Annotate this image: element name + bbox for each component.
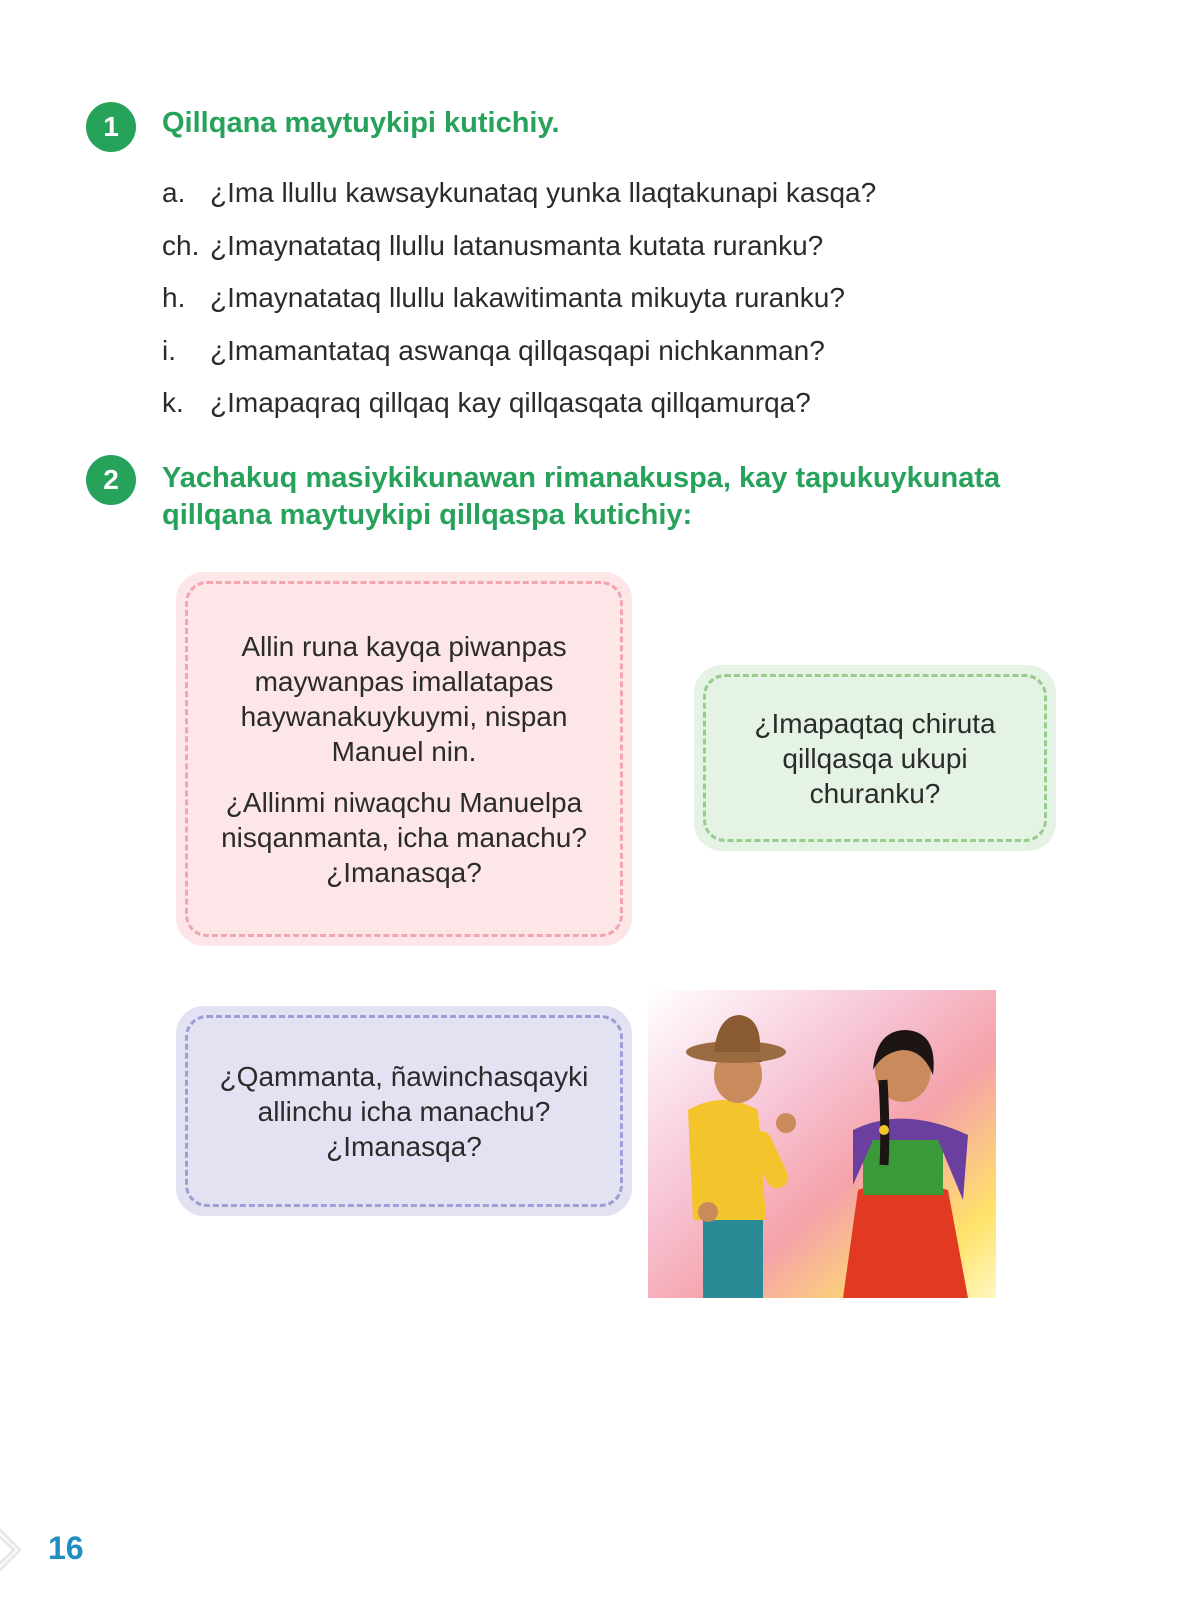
question-item (162, 167, 876, 220)
question-text: ¿Imapaqraq qillqaq kay qillqasqata qillqamurqa? (210, 387, 811, 419)
question-item (162, 325, 876, 378)
section-2-number-badge (86, 455, 136, 505)
question-letter: k. (162, 387, 184, 419)
question-letter: h. (162, 282, 186, 314)
question-letter: ch. (162, 229, 200, 261)
pink-box-paragraph-1: Allin runa kayqa piwanpas maywanpas imallatapas haywanakuykuymi, nispan Manuel nin. (240, 630, 568, 767)
section-1-number-badge (86, 102, 136, 152)
question-letter: a. (162, 177, 186, 209)
question-text: ¿Imaynatataq llullu latanusmanta kutata ruranku? (210, 229, 824, 261)
question-text: ¿Imamantataq aswanqa qillqasqapi nichkanman? (210, 334, 825, 366)
corner-pattern-decoration (0, 1500, 48, 1600)
question-text: ¿Ima llullu kawsaykunataq yunka llaqtakunapi kasqa? (210, 177, 877, 209)
question-box-purple (176, 1006, 632, 1216)
purple-box-text: ¿Qammanta, ñawinchasqayki allinchu icha manachu? ¿Imanasqa? (219, 1060, 589, 1162)
section-2-number: 2 (103, 464, 119, 495)
boy-and-girl-illustration (648, 990, 996, 1298)
section-1-number: 1 (103, 111, 119, 142)
question-item (162, 220, 876, 273)
section-1-heading: Qillqana maytuykipi kutichiy. (162, 107, 560, 139)
question-box-green (694, 665, 1056, 851)
question-list (162, 167, 876, 430)
question-box-pink (176, 572, 632, 946)
section-2-heading-line-1: Yachakuq masiykikunawan rimanakuspa, kay tapukuykunata (162, 462, 1001, 494)
question-letter: i. (162, 334, 176, 366)
section-2-heading (162, 460, 1000, 534)
question-item (162, 377, 876, 430)
green-box-text: ¿Imapaqtaq chiruta qillqasqa ukupi churanku? (754, 707, 996, 809)
pink-box-paragraph-2: ¿Allinmi niwaqchu Manuelpa nisqanmanta, icha manachu? ¿Imanasqa? (221, 786, 587, 888)
page-number: 16 (48, 1530, 84, 1566)
question-text: ¿Imaynatataq llullu lakawitimanta mikuyta ruranku? (210, 282, 845, 314)
section-2-heading-line-2: qillqana maytuykipi qillqaspa kutichiy: (162, 499, 693, 531)
question-item (162, 272, 876, 325)
